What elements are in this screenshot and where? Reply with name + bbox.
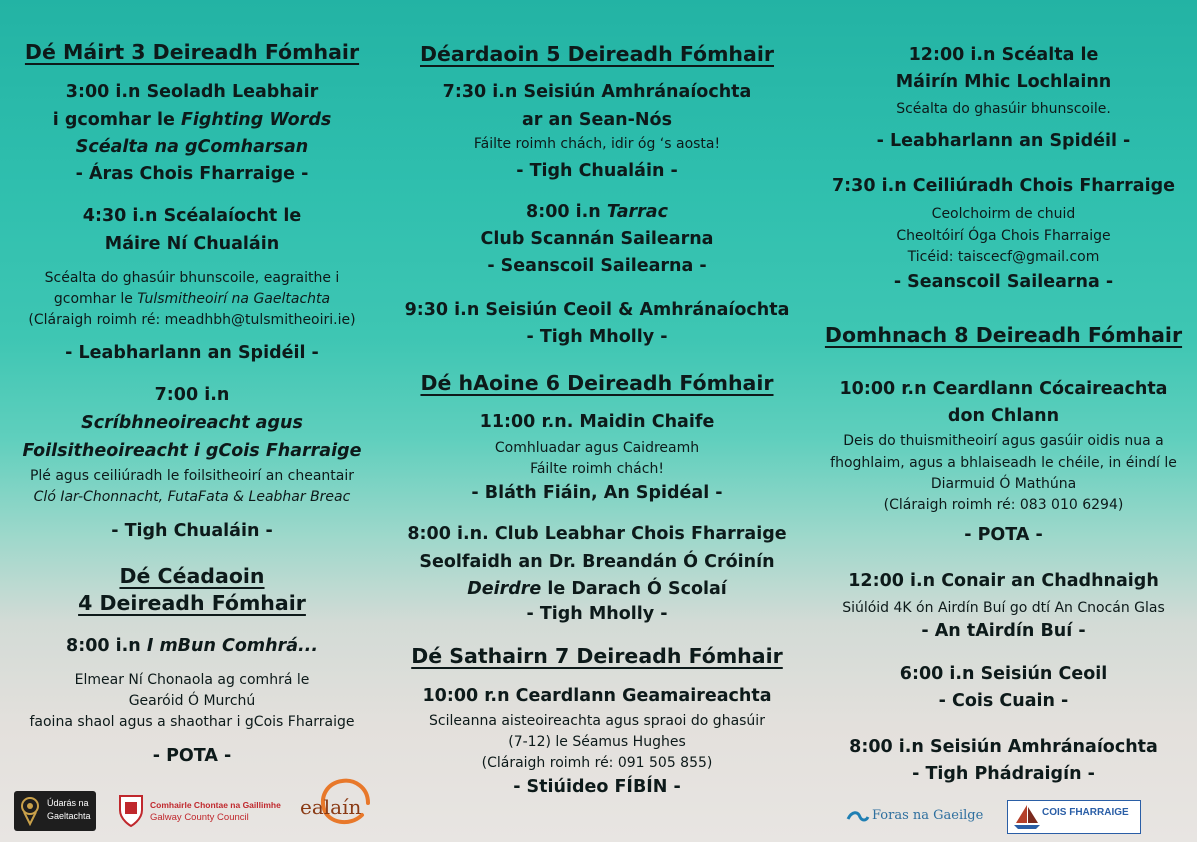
event-venue: - Leabharlann an Spidéil - [876, 131, 1131, 151]
event-time: 8:00 i.n. Club Leabhar Chois Fharraige [407, 524, 787, 544]
event-line: ar an Sean-Nós [522, 110, 672, 130]
event-venue: - Tigh Phádraigín - [912, 764, 1095, 784]
event-time: 12:00 i.n Scéalta le [908, 45, 1099, 65]
foras-logo [846, 804, 986, 828]
event-title: Foilsitheoireacht i gCois Fharraige [22, 441, 362, 461]
event-desc: faoina shaol agus a shaothar i gCois Fharraige [29, 714, 355, 730]
event-desc: Fáilte roimh chách! [530, 461, 664, 477]
event-time: 7:30 i.n Seisiún Amhránaíochta [442, 82, 752, 102]
event-line: don Chlann [947, 406, 1060, 426]
event-desc: Cló Iar-Chonnacht, FutaFata & Leabhar Breac [33, 489, 351, 505]
event-desc: Ceolchoirm de chuid [931, 206, 1076, 222]
event-venue: - Tigh Mholly - [526, 604, 668, 624]
event-time: 12:00 i.n Conair an Chadhnaigh [848, 571, 1159, 591]
event-line: Deirdre le Darach Ó Scolaí [467, 579, 727, 599]
event-venue: - Cois Cuain - [938, 691, 1069, 711]
foras-text: Foras na Gaeilge [872, 808, 984, 823]
day-heading-thursday: Déardaoin 5 Deireadh Fómhair [420, 42, 774, 66]
event-venue: - An tAirdín Buí - [921, 621, 1086, 641]
event-desc: Diarmuid Ó Mathúna [930, 476, 1077, 492]
galway-council-text: Galway County Council [150, 812, 249, 823]
event-desc: Scéalta do ghasúir bhunscoile, eagraithe i [44, 270, 340, 286]
event-desc: Scéalta do ghasúir bhunscoile. [896, 101, 1111, 117]
event-venue: - Leabharlann an Spidéil - [65, 343, 319, 363]
wave-icon [846, 807, 870, 825]
event-venue: - Bláth Fiáin, An Spidéal - [471, 483, 723, 503]
event-venue: - Seanscoil Sailearna - [487, 256, 707, 276]
event-venue: - Stiúideo FÍBÍN - [513, 777, 681, 797]
event-desc: (Cláraigh roimh ré: 091 505 855) [481, 755, 713, 771]
day-heading-saturday: Dé Sathairn 7 Deireadh Fómhair [411, 644, 783, 668]
event-time: 4:30 i.n Scéalaíocht le [82, 206, 302, 226]
event-line: Máire Ní Chualáin [104, 234, 280, 254]
event-venue: - Tigh Chualáin - [516, 161, 678, 181]
event-desc: Elmear Ní Chonaola ag comhrá le [74, 672, 310, 688]
event-desc: gcomhar le Tulsmitheoirí na Gaeltachta [53, 291, 331, 307]
event-desc: (Cláraigh roimh ré: meadhbh@tulsmitheoiri.ie) [28, 312, 356, 328]
ealain-logo [296, 775, 386, 831]
sailboat-icon [1012, 803, 1042, 831]
event-time: 8:00 i.n Seisiún Amhránaíochta [849, 737, 1158, 757]
event-desc: (Cláraigh roimh ré: 083 010 6294) [883, 497, 1124, 513]
event-desc: Scileanna aisteoireachta agus spraoi do ghasúir [429, 713, 765, 729]
event-desc: Deis do thuismitheoirí agus gasúir oidis nua a [843, 433, 1164, 449]
event-time: 11:00 r.n. Maidin Chaife [479, 412, 715, 432]
event-desc: fhoghlaim, agus a bhlaiseadh le chéile, in éindí le [830, 455, 1177, 471]
event-time: 8:00 i.n Tarrac [526, 202, 668, 222]
galway-council-text: Comhairle Chontae na Gaillimhe [150, 800, 281, 810]
udaras-logo-text: Údarás na [47, 798, 89, 808]
event-venue: - POTA - [152, 746, 232, 766]
event-desc: (7-12) le Séamus Hughes [508, 734, 686, 750]
event-line: Seolfaidh an Dr. Breandán Ó Cróinín [419, 552, 775, 572]
event-desc: Plé agus ceiliúradh le foilsitheoirí an cheantair [29, 468, 355, 484]
event-time: 7:30 i.n Ceiliúradh Chois Fharraige [831, 176, 1176, 196]
galway-council-logo [118, 792, 281, 830]
location-pin-icon [20, 796, 40, 826]
event-title: Scéalta na gComharsan [75, 137, 309, 157]
event-desc: Fáilte roimh chách, idir óg ‘s aosta! [473, 136, 721, 152]
event-time: 10:00 r.n Ceardlann Geamaireachta [422, 686, 772, 706]
day-heading-friday: Dé hAoine 6 Deireadh Fómhair [420, 371, 774, 395]
event-venue: - Áras Chois Fharraige - [75, 164, 309, 184]
event-line: Máirín Mhic Lochlainn [895, 72, 1112, 92]
event-venue: - Tigh Mholly - [526, 327, 668, 347]
event-venue: - Tigh Chualáin - [111, 521, 273, 541]
event-desc: Cheoltóirí Óga Chois Fharraige [896, 228, 1111, 244]
event-time: 7:00 i.n [154, 385, 230, 405]
event-time: 8:00 i.n I mBun Comhrá... [66, 636, 318, 656]
udaras-logo [14, 791, 96, 831]
udaras-logo-text: Gaeltachta [47, 811, 91, 821]
event-desc: Gearóid Ó Murchú [128, 693, 256, 709]
event-time: 10:00 r.n Ceardlann Cócaireachta [839, 379, 1168, 399]
event-time: 3:00 i.n Seoladh Leabhair [65, 82, 319, 102]
day-heading-wednesday: Dé Céadaoin [119, 564, 265, 588]
ealain-text: ealaín [300, 795, 362, 819]
event-desc: Siúlóid 4K ón Airdín Buí go dtí An Cnocán Glas [842, 600, 1165, 616]
day-heading-wednesday: 4 Deireadh Fómhair [78, 591, 306, 615]
event-time: 6:00 i.n Seisiún Ceoil [899, 664, 1108, 684]
event-time: 9:30 i.n Seisiún Ceoil & Amhránaíochta [404, 300, 790, 320]
day-heading-sunday: Domhnach 8 Deireadh Fómhair [824, 323, 1183, 347]
event-venue: - Seanscoil Sailearna - [893, 272, 1114, 292]
event-line: Club Scannán Sailearna [480, 229, 714, 249]
event-venue: - POTA - [964, 525, 1043, 545]
event-line: i gcomhar le Fighting Words [52, 110, 332, 130]
event-desc: Comhluadar agus Caidreamh [494, 440, 700, 456]
cois-fharraige-text: COIS FHARRAIGE [1042, 807, 1129, 818]
event-desc: Ticéid: taiscecf@gmail.com [907, 249, 1100, 265]
cois-fharraige-logo [1007, 800, 1141, 834]
event-title: Scríbhneoireacht agus [81, 413, 303, 433]
day-heading-tuesday: Dé Máirt 3 Deireadh Fómhair [24, 40, 360, 64]
crest-shield-icon [118, 794, 144, 828]
